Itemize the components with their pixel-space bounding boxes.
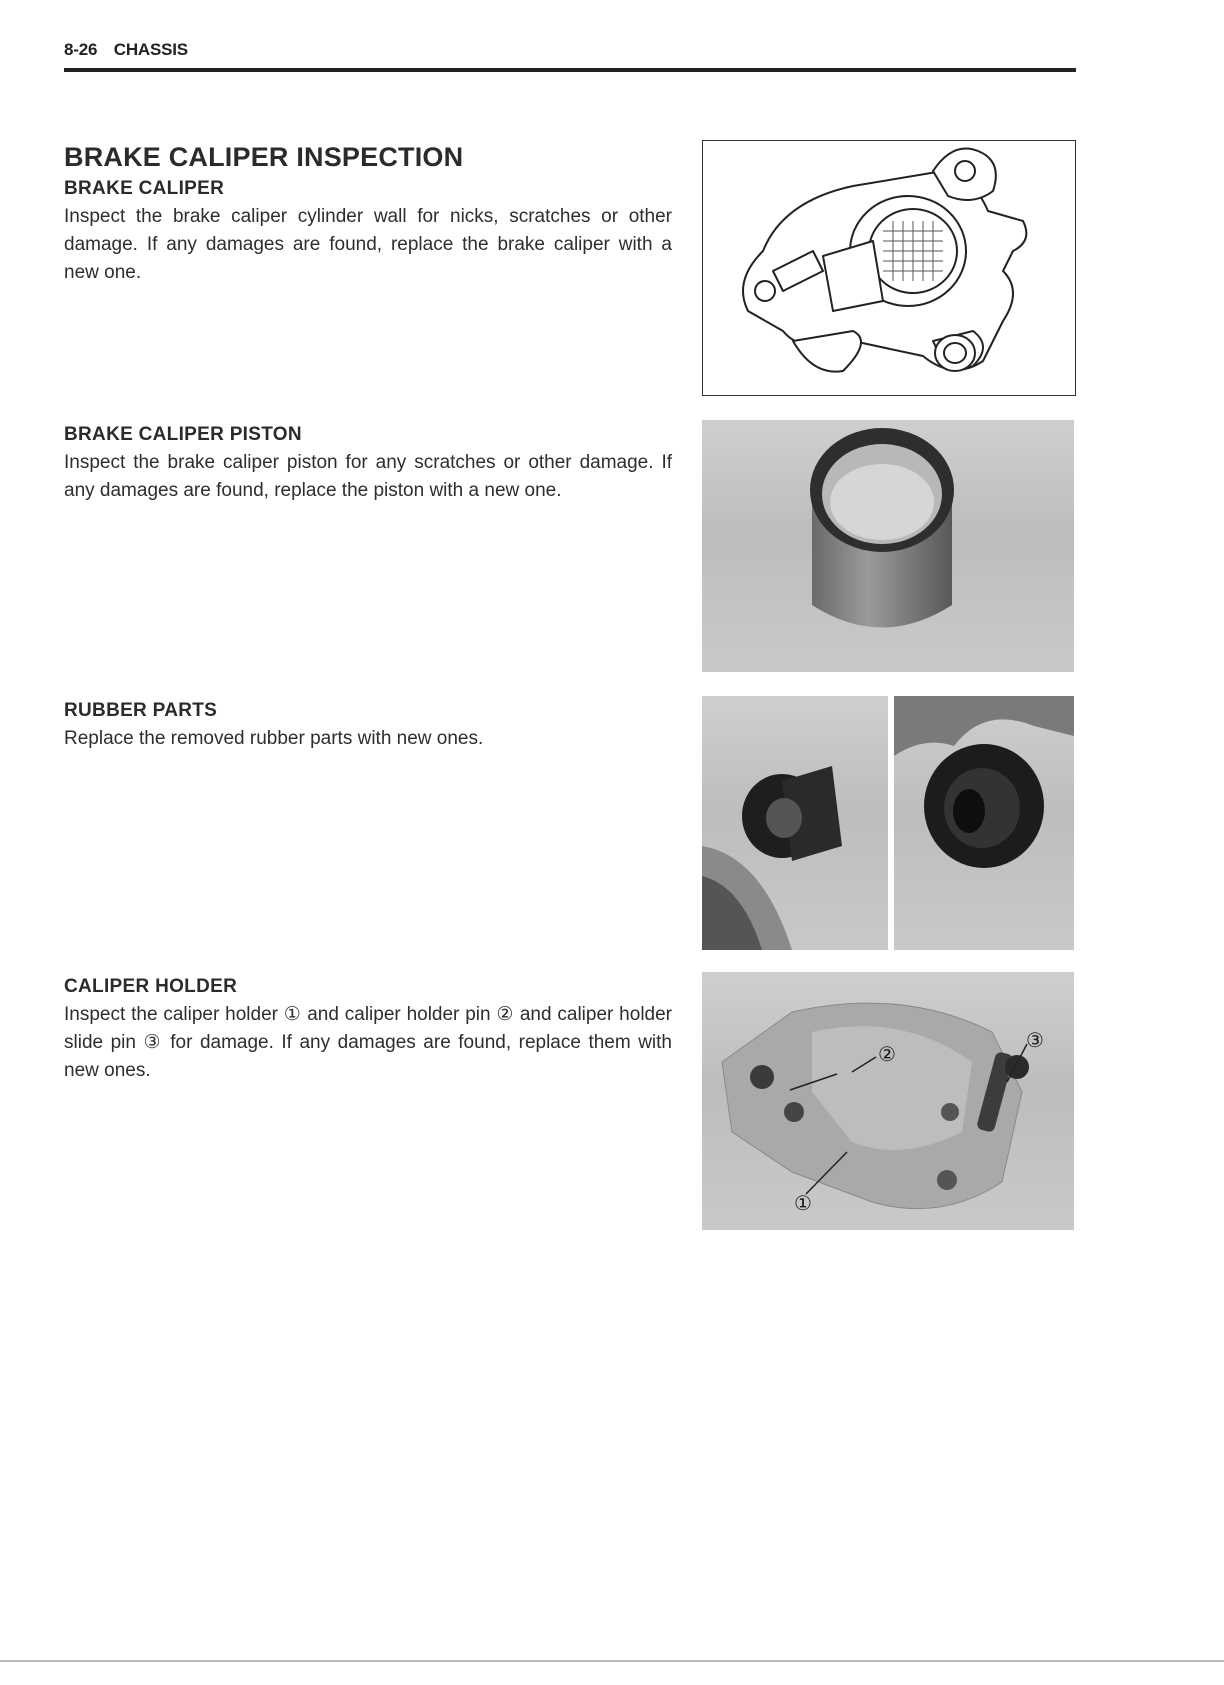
callout-2: ② (878, 1042, 896, 1066)
caliper-holder-photo (702, 972, 1074, 1230)
section-heading: BRAKE CALIPER PISTON (64, 424, 302, 445)
rubber-seal-image-left (702, 696, 888, 950)
section-heading: BRAKE CALIPER (64, 178, 225, 199)
rubber-seal-photo-left (702, 696, 888, 950)
page-bottom-rule (0, 1660, 1224, 1662)
callout-1: ① (794, 1191, 812, 1215)
piston-photo (702, 420, 1074, 672)
section-heading: CALIPER HOLDER (64, 976, 238, 997)
section-rubber-parts (64, 700, 672, 753)
chapter-name: CHASSIS (113, 40, 188, 59)
page-title: BRAKE CALIPER INSPECTION (64, 142, 464, 172)
section-brake-caliper-piston (64, 424, 672, 505)
page-header (64, 40, 1076, 60)
section-body: Inspect the brake caliper cylinder wall for nicks, scratches or other damage. If any damages are found, replace the brake caliper with a new one. (64, 206, 672, 283)
page-number: 8-26 (64, 40, 98, 59)
rubber-seal-image-right (894, 696, 1074, 950)
header-rule (64, 68, 1076, 72)
caliper-drawing (703, 141, 1075, 395)
rubber-seal-photo-right (894, 696, 1074, 950)
caliper-illustration (702, 140, 1076, 396)
section-body: Inspect the brake caliper piston for any scratches or other damage. If any damages are found, replace the piston with a new one. (64, 452, 672, 501)
section-brake-caliper (64, 178, 672, 287)
section-body: Inspect the caliper holder ① and caliper holder pin ② and caliper holder slide pin ③ for damage. If any damages are found, replace them with new ones. (64, 1004, 672, 1081)
section-caliper-holder (64, 976, 672, 1085)
section-heading: RUBBER PARTS (64, 700, 218, 721)
caliper-holder-image (702, 972, 1074, 1230)
piston-image (702, 420, 1074, 672)
callout-3: ③ (1026, 1028, 1044, 1052)
section-body: Replace the removed rubber parts with new ones. (64, 728, 484, 749)
